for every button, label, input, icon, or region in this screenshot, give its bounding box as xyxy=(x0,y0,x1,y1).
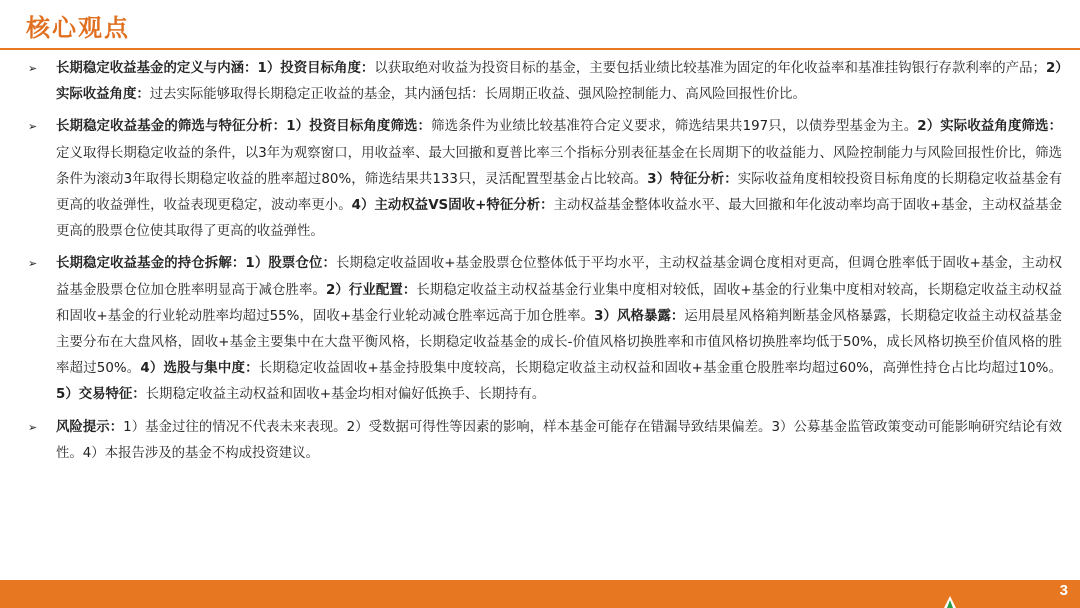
bullet-text-bold: 2）实际收益角度筛选： xyxy=(917,119,1062,135)
bullet-text: 定义取得长期稳定收益的条件，以3年为观察窗口，用收益率、最大回撤和夏普比率三个指标分别表征基金在长周期下的收益能力、风险控制能力与风险回报性价比，筛选条件为滚动3年取得长期稳定收益的胜率超过80%，筛选结果共133只，灵活配置型基金占比较高。 xyxy=(56,145,1062,187)
bullet-text: 实际收益角度相较投资目标角度的长期稳定收益基金有更高的收益弹性，收益表现更稳定，波动率更小。 xyxy=(56,171,1062,214)
bullet-text: 长期稳定收益固收+基金股票仓位整体低于平均水平，主动权益基金调仓度相对更高，但调仓胜率低于固收+基金，主动权益基金股票仓位加仓胜率明显高于减仓胜率。 xyxy=(56,256,1062,298)
bullet-definition xyxy=(28,56,1062,108)
arrow-bullet-icon: ➢ xyxy=(28,257,38,271)
bullet-text-bold: 长期稳定收益基金的筛选与特征分析：1）投资目标角度筛选： xyxy=(56,119,432,135)
bullet-text: 筛选条件为业绩比较基准符合定义要求，筛选结果共197只，以债券型基金为主。 xyxy=(431,119,918,135)
arrow-bullet-icon: ➢ xyxy=(28,62,38,75)
bullet-text-bold: 长期稳定收益基金的定义与内涵：1）投资目标角度： xyxy=(56,61,375,76)
bullet-text-bold: 3）特征分析： xyxy=(647,171,738,187)
bullet-text: 长期稳定收益主动权益和固收+基金均相对偏好低换手、长期持有。 xyxy=(145,387,546,403)
bullet-text-bold: 2）实际收益角度： xyxy=(56,61,1062,103)
title-divider xyxy=(0,48,1080,50)
bullet-text-bold: 2）行业配置： xyxy=(325,282,417,298)
footer-bar xyxy=(0,580,1080,608)
bullet-text: 过去实际能够取得长期稳定正收益的基金，其内涵包括：长周期正收益、强风险控制能力、高风险回报性价比。 xyxy=(149,87,806,103)
arrow-bullet-icon: ➢ xyxy=(28,120,38,134)
bullet-text-bold: 4）选股与集中度： xyxy=(140,361,259,377)
logo-icon xyxy=(944,596,956,608)
bullet-text: 主动权益基金整体收益水平、最大回撤和年化波动率均高于固收+基金，主动权益基金更高的股票仓位使其取得了更高的收益弹性。 xyxy=(56,198,1063,240)
bullet-holdings xyxy=(28,251,1062,408)
bullet-text: 长期稳定收益主动权益基金行业集中度相对较低，固收+基金的行业集中度相对较高，长期稳定收益主动权益和固收+基金的行业轮动胜率均超过55%，固收+基金行业轮动减仓胜率远高于加仓胜率。 xyxy=(56,282,1063,324)
bullet-text: 长期稳定收益固收+基金持股集中度较高，长期稳定收益主动权益和固收+基金重仓股胜率均超过60%，高弹性持仓占比均超过10%。 xyxy=(258,361,1062,377)
core-points-list xyxy=(28,56,1062,467)
page-number: 3 xyxy=(1059,582,1068,599)
bullet-text: 运用晨星风格箱判断基金风格暴露，长期稳定收益主动权益基金主要分布在大盘风格，固收+基金主要集中在大盘平衡风格，长期稳定收益基金的成长-价值风格切换胜率和市值风格切换胜率均低于50%，成长风格切换至价值风格的胜率超过50%。 xyxy=(56,308,1062,377)
bullet-text-bold: 4）主动权益VS固收+特征分析： xyxy=(351,198,554,214)
page-title: 核心观点 xyxy=(26,13,130,42)
bullet-screening xyxy=(28,114,1062,245)
bullet-text-bold: 风险提示： xyxy=(56,419,124,435)
bullet-text-bold: 5）交易特征： xyxy=(56,387,146,403)
bullet-text-bold: 长期稳定收益基金的持仓拆解：1）股票仓位： xyxy=(56,256,336,272)
arrow-bullet-icon: ➢ xyxy=(28,420,38,434)
bullet-text: 1）基金过往的情况不代表未来表现。2）受数据可得性等因素的影响，样本基金可能存在错漏导致结果偏差。3）公募基金监管政策变动可能影响研究结论有效性。4）本报告涉及的基金不构成投资建议。 xyxy=(56,419,1062,461)
bullet-risk-warning xyxy=(28,415,1062,467)
bullet-text: 以获取绝对收益为投资目标的基金，主要包括业绩比较基准为固定的年化收益率和基准挂钩银行存款利率的产品； xyxy=(374,61,1046,76)
bullet-text-bold: 3）风格暴露： xyxy=(594,308,685,324)
